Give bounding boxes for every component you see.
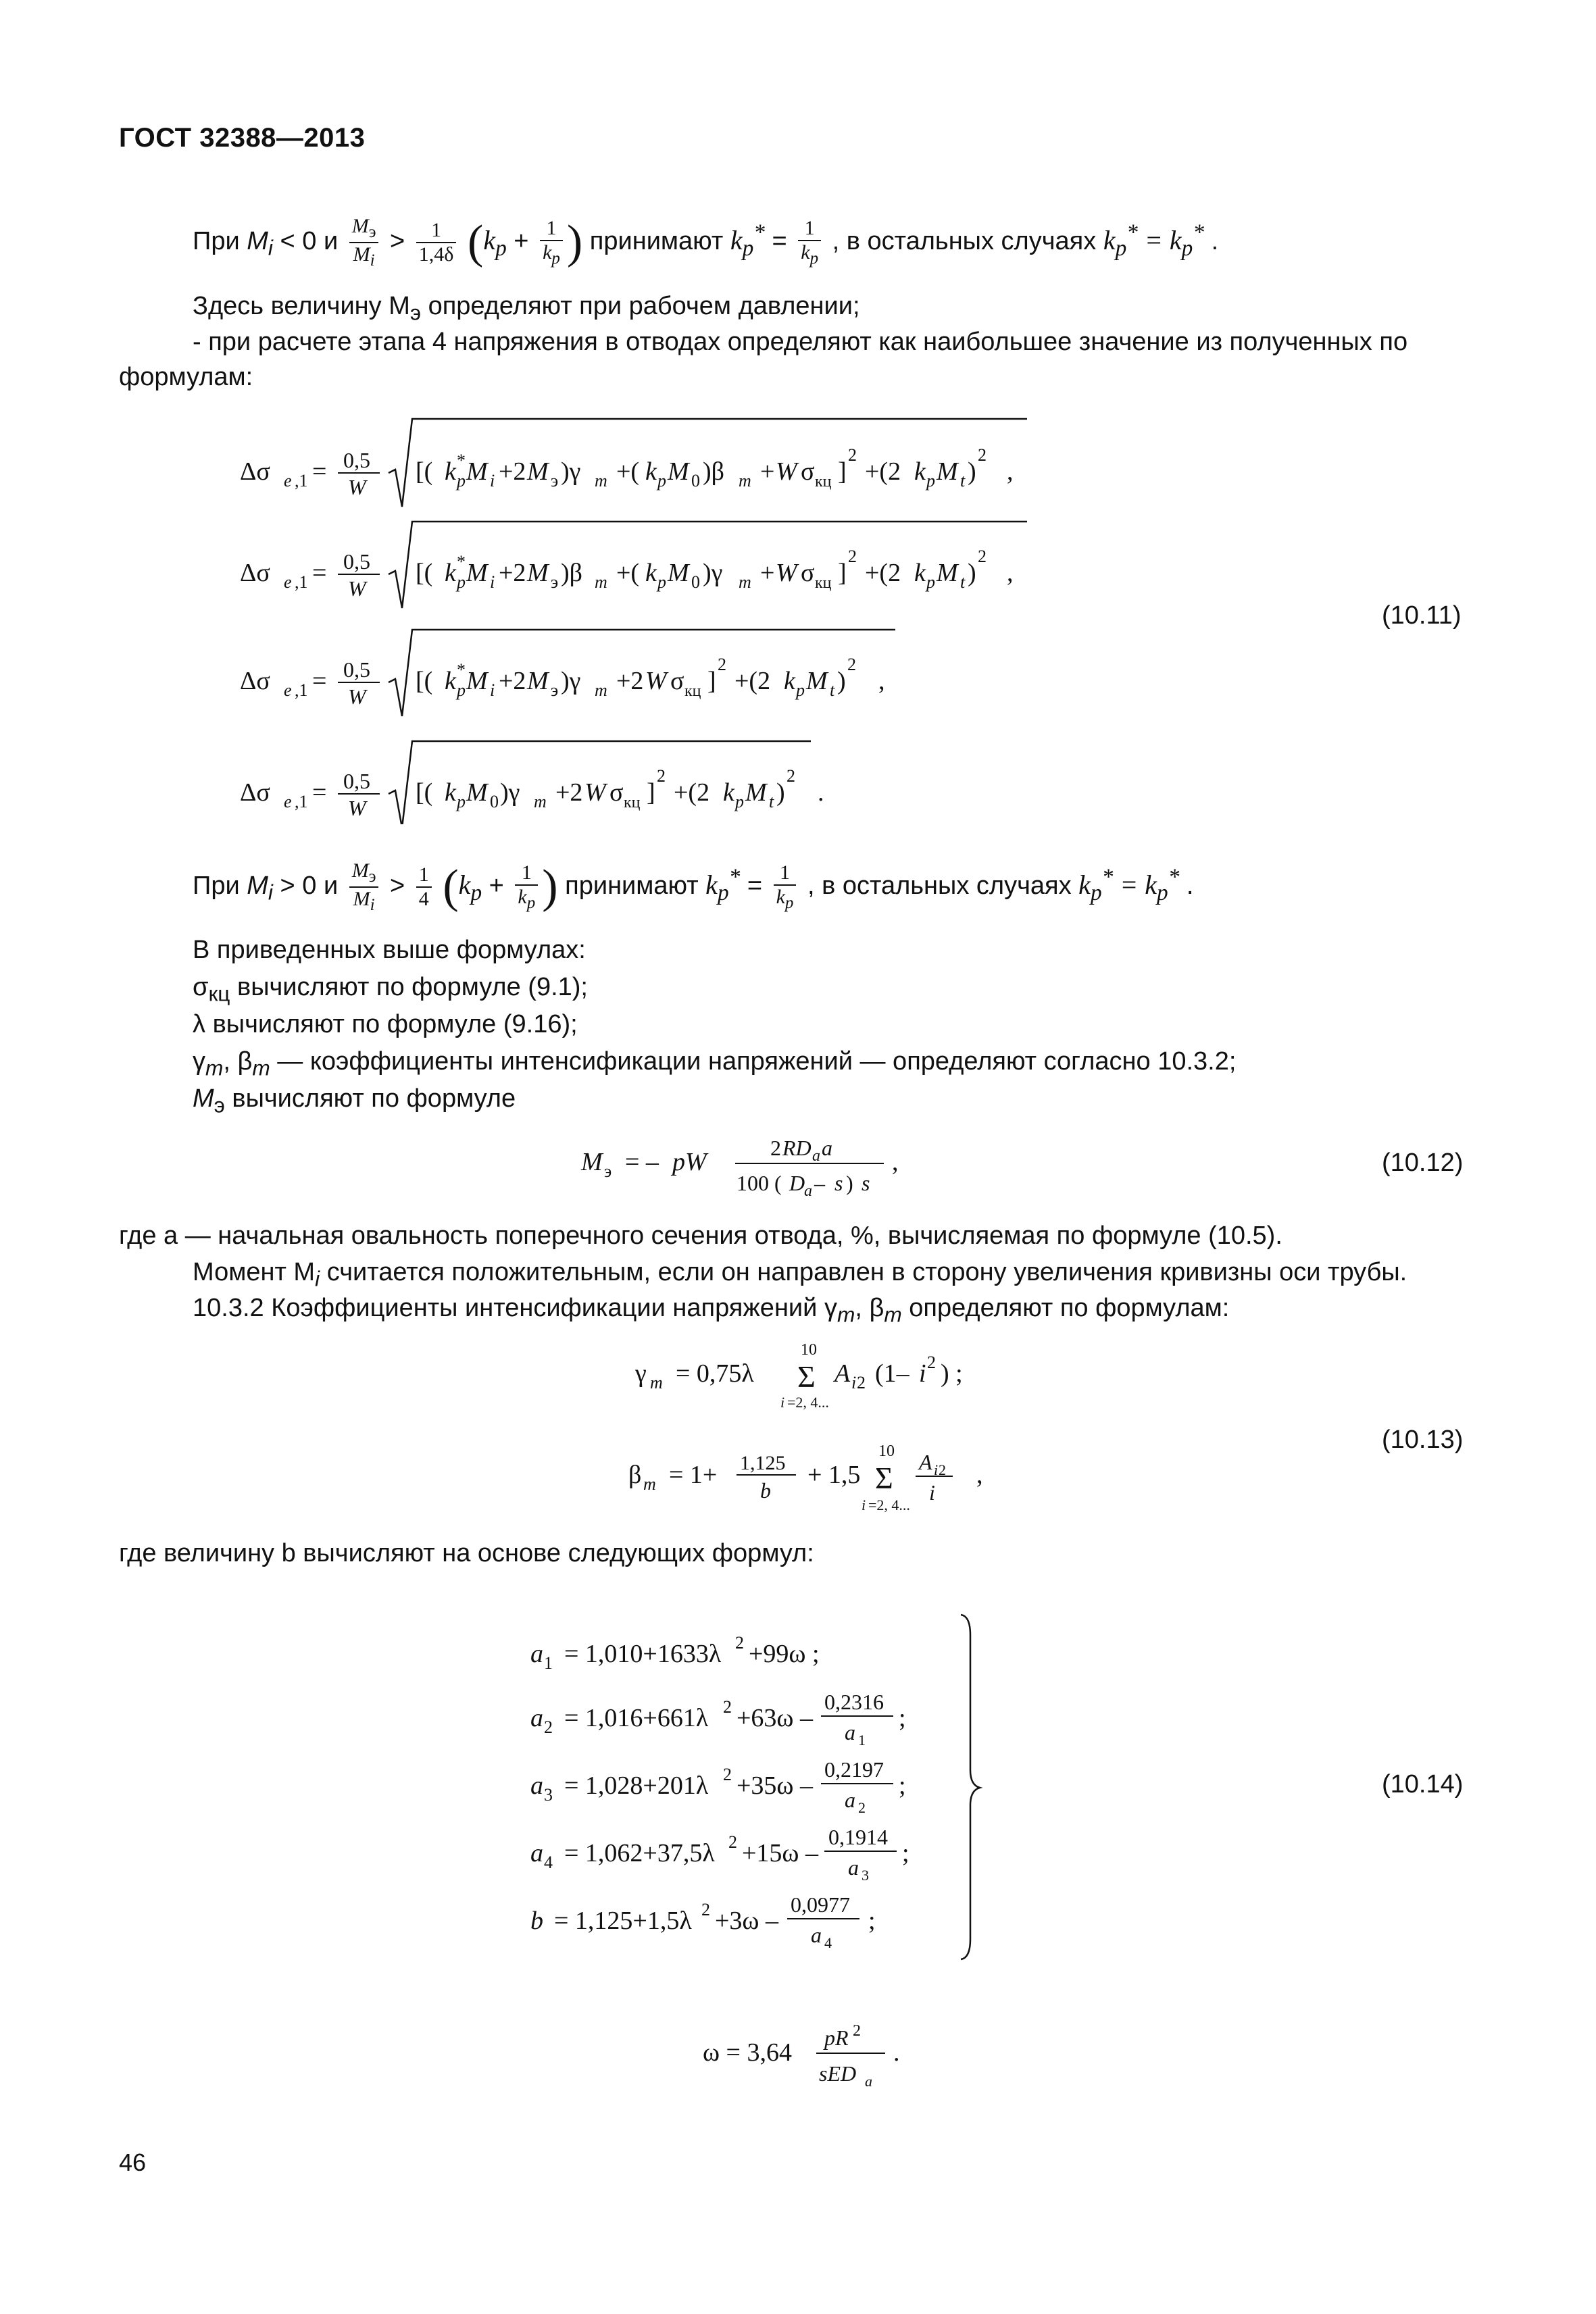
svg-text:= –: = – bbox=[625, 1148, 659, 1176]
svg-text:0: 0 bbox=[691, 471, 700, 491]
svg-text:2: 2 bbox=[657, 766, 666, 786]
svg-text:W: W bbox=[776, 457, 797, 486]
svg-text:M: M bbox=[668, 559, 689, 587]
svg-text:+(2: +(2 bbox=[674, 778, 710, 807]
svg-text:γ: γ bbox=[635, 1359, 647, 1388]
svg-text:0,0977: 0,0977 bbox=[791, 1892, 850, 1917]
svg-text:+15ω –: +15ω – bbox=[742, 1839, 818, 1867]
svg-text:,: , bbox=[892, 1148, 899, 1176]
svg-text:2: 2 bbox=[927, 1353, 936, 1372]
svg-text:k: k bbox=[723, 778, 734, 807]
svg-text:2: 2 bbox=[723, 1697, 732, 1717]
svg-text:;: ; bbox=[899, 1704, 906, 1732]
svg-text:ω = 3,64: ω = 3,64 bbox=[703, 2038, 792, 2067]
svg-text:1: 1 bbox=[858, 1732, 866, 1749]
svg-text:,1: ,1 bbox=[295, 680, 308, 700]
svg-text:.: . bbox=[818, 778, 824, 807]
equation-number-10-14: (10.14) bbox=[1382, 1770, 1464, 1799]
paragraph-7: λ вычисляют по формуле (9.16); bbox=[193, 1010, 578, 1038]
page-number: 46 bbox=[119, 2148, 147, 2176]
svg-text:+35ω –: +35ω – bbox=[737, 1771, 813, 1800]
svg-text:Δσ: Δσ bbox=[240, 457, 270, 486]
svg-text:,: , bbox=[976, 1461, 983, 1489]
svg-text:m: m bbox=[595, 471, 607, 491]
svg-text:W: W bbox=[776, 559, 797, 587]
svg-text:Δσ: Δσ bbox=[240, 667, 270, 695]
svg-text:) ;: ) ; bbox=[941, 1359, 963, 1388]
svg-text:+2: +2 bbox=[499, 667, 526, 695]
svg-text:Σ: Σ bbox=[875, 1461, 893, 1495]
svg-text:э: э bbox=[551, 680, 559, 700]
svg-text:)γ: )γ bbox=[561, 457, 581, 486]
svg-text:a: a bbox=[812, 1147, 820, 1165]
svg-text:]: ] bbox=[647, 778, 655, 807]
svg-text:e: e bbox=[284, 792, 292, 811]
svg-text:[(: [( bbox=[416, 457, 433, 486]
svg-text:,1: ,1 bbox=[295, 572, 308, 592]
svg-text:+2: +2 bbox=[616, 667, 644, 695]
svg-text:t: t bbox=[960, 572, 966, 592]
svg-text:t: t bbox=[769, 792, 774, 811]
svg-text:2: 2 bbox=[978, 547, 987, 566]
svg-text:a: a bbox=[530, 1640, 543, 1668]
svg-text:a: a bbox=[865, 2073, 872, 2090]
svg-text:β: β bbox=[628, 1461, 642, 1489]
svg-text:m: m bbox=[534, 792, 547, 811]
svg-text:=2, 4...: =2, 4... bbox=[868, 1496, 910, 1513]
svg-text:m: m bbox=[595, 572, 607, 592]
svg-text:100 (: 100 ( bbox=[737, 1171, 782, 1195]
svg-text:k: k bbox=[914, 559, 926, 587]
svg-text:p: p bbox=[457, 572, 466, 592]
svg-text:m: m bbox=[643, 1474, 656, 1494]
svg-text:M: M bbox=[527, 667, 549, 695]
svg-text:): ) bbox=[968, 457, 976, 486]
paragraph-11: Момент $M_i$ считается положительным, если он направлен в сторону увеличения кривизны оси трубы. bbox=[193, 1258, 1407, 1291]
svg-text:M: M bbox=[581, 1148, 603, 1176]
svg-text:s: s bbox=[834, 1171, 843, 1195]
svg-text:2: 2 bbox=[544, 1717, 553, 1737]
svg-text:= 1,010+1633λ: = 1,010+1633λ bbox=[564, 1640, 722, 1668]
svg-text:э: э bbox=[604, 1161, 612, 1181]
svg-text:+3ω –: +3ω – bbox=[715, 1907, 778, 1935]
svg-text:W: W bbox=[348, 576, 366, 601]
svg-text:0,5: 0,5 bbox=[343, 549, 370, 574]
svg-text:+99ω ;: +99ω ; bbox=[749, 1640, 820, 1668]
svg-text:2: 2 bbox=[848, 547, 857, 566]
svg-text:0,2316: 0,2316 bbox=[824, 1690, 884, 1714]
svg-text:M: M bbox=[937, 559, 958, 587]
svg-text:кц: кц bbox=[684, 682, 701, 700]
svg-text:[(: [( bbox=[416, 559, 433, 587]
paragraph-3a: - при расчете этапа 4 напряжения в отводах определяют как наибольшее значение из полученных по bbox=[193, 328, 1408, 356]
equation-10-11 bbox=[230, 405, 1108, 824]
svg-text:p: p bbox=[796, 680, 805, 700]
svg-text:p: p bbox=[735, 792, 744, 811]
svg-text:M: M bbox=[527, 457, 549, 486]
svg-text:k: k bbox=[445, 457, 456, 486]
svg-text:i: i bbox=[862, 1496, 866, 1513]
svg-text:M: M bbox=[466, 778, 488, 807]
svg-text:3: 3 bbox=[862, 1867, 869, 1884]
equation-10-12 bbox=[574, 1128, 926, 1209]
svg-text:t: t bbox=[830, 680, 835, 700]
svg-text:2: 2 bbox=[858, 1799, 866, 1816]
svg-text:p: p bbox=[926, 572, 935, 592]
svg-text:i: i bbox=[490, 471, 495, 491]
condition-line-1: При $M_i < 0$ и $\frac{M_э}{M_i}$ > $\frac{1}{1,4\delta}$ ($k_p$ + $\frac{1}{k_p}$ ) принимают $k_p^*$ = $\frac{1}{k_p}$ , в остальных случаях $k_p^* = k_p^*$ . bbox=[193, 215, 1219, 270]
svg-text:0,2197: 0,2197 bbox=[824, 1757, 884, 1782]
svg-text:2: 2 bbox=[787, 766, 795, 786]
svg-text:M: M bbox=[466, 667, 488, 695]
svg-text:i: i bbox=[490, 680, 495, 700]
svg-text:k: k bbox=[445, 559, 456, 587]
svg-text:σ: σ bbox=[801, 559, 815, 587]
svg-text:p: p bbox=[457, 792, 466, 811]
svg-text:i: i bbox=[780, 1394, 785, 1411]
paragraph-13: где величину b вычисляют на основе следующих формул: bbox=[119, 1539, 814, 1567]
svg-text:m: m bbox=[739, 471, 751, 491]
svg-text:p: p bbox=[657, 471, 666, 491]
svg-text:b: b bbox=[530, 1907, 543, 1935]
document-header: ГОСТ 32388—2013 bbox=[119, 123, 366, 153]
svg-text:,: , bbox=[878, 667, 885, 695]
svg-text:e: e bbox=[284, 680, 292, 700]
svg-text:s: s bbox=[862, 1171, 870, 1195]
svg-text:b: b bbox=[760, 1478, 771, 1503]
svg-text:= 1+: = 1+ bbox=[669, 1461, 718, 1489]
svg-text:M: M bbox=[937, 457, 958, 486]
svg-text:)γ: )γ bbox=[500, 778, 520, 807]
svg-text:W: W bbox=[348, 796, 366, 820]
svg-text:σ: σ bbox=[670, 667, 684, 695]
svg-text:)γ: )γ bbox=[561, 667, 581, 695]
svg-text:2: 2 bbox=[939, 1461, 946, 1478]
svg-text:1,125: 1,125 bbox=[740, 1452, 786, 1474]
svg-text:,1: ,1 bbox=[295, 471, 308, 491]
paragraph-8: $\gamma_m$, $\beta_m$ — коэффициенты интенсификации напряжений — определяют согласно 10.3.2; bbox=[193, 1047, 1237, 1080]
svg-text:3: 3 bbox=[544, 1785, 553, 1805]
paragraph-5: В приведенных выше формулах: bbox=[193, 936, 586, 964]
condition-line-2: При $M_i > 0$ и $\frac{M_э}{M_i}$ > $\frac{1}{4}$ ($k_p$ + $\frac{1}{k_p}$ ) принимают $k_p^*$ = $\frac{1}{k_p}$ , в остальных случаях $k_p^* = k_p^*$ . bbox=[193, 859, 1194, 914]
svg-text:W: W bbox=[584, 778, 606, 807]
svg-text:+2: +2 bbox=[499, 559, 526, 587]
svg-text:2: 2 bbox=[735, 1633, 744, 1653]
svg-text:0,5: 0,5 bbox=[343, 448, 370, 472]
svg-text:RD: RD bbox=[782, 1136, 812, 1160]
svg-text:э: э bbox=[551, 471, 559, 491]
svg-text:M: M bbox=[668, 457, 689, 486]
omega-formula bbox=[696, 2017, 939, 2098]
svg-text:0,5: 0,5 bbox=[343, 769, 370, 793]
svg-text:*: * bbox=[457, 451, 466, 470]
svg-text:2: 2 bbox=[770, 1136, 781, 1160]
svg-text:2: 2 bbox=[701, 1900, 710, 1919]
svg-text:(1–: (1– bbox=[875, 1359, 909, 1388]
equation-number-10-11: (10.11) bbox=[1382, 601, 1462, 630]
svg-text:[(: [( bbox=[416, 667, 433, 695]
svg-text:i: i bbox=[929, 1480, 935, 1505]
svg-text:e: e bbox=[284, 572, 292, 592]
svg-text:+(2: +(2 bbox=[734, 667, 771, 695]
svg-text:): ) bbox=[968, 559, 976, 587]
svg-text:t: t bbox=[960, 471, 966, 491]
svg-text:e: e bbox=[284, 471, 292, 491]
paragraph-9: $M_э$ вычисляют по формуле bbox=[193, 1084, 516, 1117]
svg-text:sED: sED bbox=[819, 2061, 857, 2086]
svg-text:a: a bbox=[822, 1136, 832, 1160]
svg-text:p: p bbox=[457, 680, 466, 700]
svg-text:2: 2 bbox=[723, 1765, 732, 1784]
svg-text:M: M bbox=[745, 778, 767, 807]
svg-text:a: a bbox=[811, 1923, 822, 1947]
svg-text:pR: pR bbox=[824, 2026, 849, 2050]
svg-text:k: k bbox=[645, 457, 657, 486]
svg-text:p: p bbox=[457, 471, 466, 491]
svg-text:a: a bbox=[845, 1720, 855, 1744]
svg-text:= 1,062+37,5λ: = 1,062+37,5λ bbox=[564, 1839, 715, 1867]
svg-text:k: k bbox=[645, 559, 657, 587]
svg-text:+ 1,5: + 1,5 bbox=[807, 1461, 861, 1489]
svg-text:2: 2 bbox=[857, 1373, 866, 1392]
svg-text:= 1,016+661λ: = 1,016+661λ bbox=[564, 1704, 709, 1732]
svg-text:+2: +2 bbox=[499, 457, 526, 486]
svg-text:a: a bbox=[530, 1839, 543, 1867]
svg-text:W: W bbox=[348, 475, 366, 499]
svg-text:+2: +2 bbox=[555, 778, 583, 807]
equation-10-13 bbox=[608, 1334, 1014, 1530]
svg-text:кц: кц bbox=[815, 473, 832, 491]
svg-text:M: M bbox=[466, 559, 488, 587]
svg-text:10: 10 bbox=[878, 1442, 895, 1460]
svg-text:,: , bbox=[1007, 457, 1014, 486]
svg-text:+: + bbox=[760, 457, 775, 486]
svg-text:0,1914: 0,1914 bbox=[828, 1825, 888, 1849]
svg-text:=: = bbox=[312, 667, 327, 695]
paragraph-3b: формулам: bbox=[119, 363, 253, 391]
svg-text:i: i bbox=[934, 1461, 939, 1478]
svg-text:M: M bbox=[466, 457, 488, 486]
svg-text:A: A bbox=[919, 1450, 932, 1474]
svg-text:–: – bbox=[814, 1171, 825, 1195]
svg-text:m: m bbox=[739, 572, 751, 592]
svg-text:2: 2 bbox=[853, 2022, 861, 2040]
svg-text:+(2: +(2 bbox=[865, 457, 901, 486]
svg-text:]: ] bbox=[838, 457, 847, 486]
svg-text:a: a bbox=[530, 1771, 543, 1800]
svg-text:+(: +( bbox=[616, 559, 640, 587]
svg-text:= 1,125+1,5λ: = 1,125+1,5λ bbox=[554, 1907, 692, 1935]
svg-text:D: D bbox=[789, 1171, 805, 1195]
svg-text:]: ] bbox=[838, 559, 847, 587]
svg-text:;: ; bbox=[868, 1907, 876, 1935]
svg-text:=: = bbox=[312, 559, 327, 587]
svg-text:2: 2 bbox=[728, 1832, 737, 1852]
paragraph-12: 10.3.2 Коэффициенты интенсификации напряжений $\gamma_m$, $\beta_m$ определяют по формулам: bbox=[193, 1294, 1230, 1327]
svg-text:0: 0 bbox=[490, 792, 499, 811]
svg-text:2: 2 bbox=[718, 655, 726, 674]
svg-text:)β: )β bbox=[703, 457, 724, 486]
svg-text:): ) bbox=[846, 1171, 853, 1195]
svg-text:.: . bbox=[893, 2038, 900, 2067]
svg-text:=: = bbox=[312, 457, 327, 486]
svg-text:i: i bbox=[851, 1373, 857, 1392]
svg-text:кц: кц bbox=[624, 794, 641, 811]
svg-text:,: , bbox=[1007, 559, 1014, 587]
svg-text:+(: +( bbox=[616, 457, 640, 486]
svg-text:M: M bbox=[806, 667, 828, 695]
svg-text:k: k bbox=[445, 667, 456, 695]
svg-text:k: k bbox=[445, 778, 456, 807]
svg-text:)γ: )γ bbox=[703, 559, 723, 587]
svg-text:a: a bbox=[804, 1182, 812, 1200]
svg-text:= 1,028+201λ: = 1,028+201λ bbox=[564, 1771, 709, 1800]
svg-text:k: k bbox=[914, 457, 926, 486]
svg-text:+: + bbox=[760, 559, 775, 587]
svg-text:1: 1 bbox=[544, 1653, 553, 1673]
svg-text:+(2: +(2 bbox=[865, 559, 901, 587]
svg-text:M: M bbox=[527, 559, 549, 587]
svg-text:*: * bbox=[457, 552, 466, 572]
svg-text:p: p bbox=[926, 471, 935, 491]
svg-text:): ) bbox=[776, 778, 785, 807]
paragraph-2: Здесь величину $M_э$ определяют при рабочем давлении; bbox=[193, 292, 860, 325]
svg-text:]: ] bbox=[707, 667, 716, 695]
svg-text:Δσ: Δσ bbox=[240, 778, 270, 807]
svg-text:+63ω –: +63ω – bbox=[737, 1704, 813, 1732]
svg-text:i: i bbox=[490, 572, 495, 592]
svg-text:4: 4 bbox=[544, 1853, 553, 1872]
svg-text:pW: pW bbox=[672, 1148, 707, 1176]
svg-text:m: m bbox=[595, 680, 607, 700]
svg-text:a: a bbox=[848, 1855, 859, 1880]
svg-text:2: 2 bbox=[848, 445, 857, 465]
svg-text:кц: кц bbox=[815, 574, 832, 592]
svg-text:;: ; bbox=[899, 1771, 906, 1800]
svg-text:W: W bbox=[645, 667, 667, 695]
svg-text:m: m bbox=[650, 1373, 663, 1392]
svg-text:)β: )β bbox=[561, 559, 582, 587]
svg-text:i: i bbox=[919, 1359, 926, 1388]
paragraph-10: где a — начальная овальность поперечного сечения отвода, %, вычисляемая по формуле (10.5). bbox=[119, 1222, 1282, 1250]
svg-text:10: 10 bbox=[801, 1341, 817, 1359]
svg-text:,1: ,1 bbox=[295, 792, 308, 811]
svg-text:*: * bbox=[457, 660, 466, 680]
svg-text:a: a bbox=[845, 1788, 855, 1812]
svg-text:0: 0 bbox=[691, 572, 700, 592]
paragraph-6: $\sigma_{кц}$ вычисляют по формуле (9.1); bbox=[193, 973, 588, 1006]
svg-text:W: W bbox=[348, 684, 366, 709]
svg-text:a: a bbox=[530, 1704, 543, 1732]
svg-text:;: ; bbox=[902, 1839, 909, 1867]
svg-text:=: = bbox=[312, 778, 327, 807]
svg-text:э: э bbox=[551, 572, 559, 592]
svg-text:): ) bbox=[837, 667, 846, 695]
svg-text:σ: σ bbox=[609, 778, 624, 807]
svg-text:[(: [( bbox=[416, 778, 433, 807]
svg-text:0,5: 0,5 bbox=[343, 657, 370, 682]
svg-text:2: 2 bbox=[847, 655, 856, 674]
equation-10-14 bbox=[514, 1608, 1000, 1973]
svg-text:= 0,75λ: = 0,75λ bbox=[676, 1359, 754, 1388]
equation-number-10-13: (10.13) bbox=[1382, 1426, 1464, 1454]
svg-text:σ: σ bbox=[801, 457, 815, 486]
svg-text:4: 4 bbox=[824, 1934, 832, 1951]
svg-text:2: 2 bbox=[978, 445, 987, 465]
svg-text:Σ: Σ bbox=[797, 1359, 816, 1394]
svg-text:k: k bbox=[784, 667, 795, 695]
svg-text:A: A bbox=[834, 1359, 851, 1388]
equation-number-10-12: (10.12) bbox=[1382, 1149, 1464, 1177]
svg-text:Δσ: Δσ bbox=[240, 559, 270, 587]
svg-text:=2, 4...: =2, 4... bbox=[787, 1394, 829, 1411]
svg-text:p: p bbox=[657, 572, 666, 592]
